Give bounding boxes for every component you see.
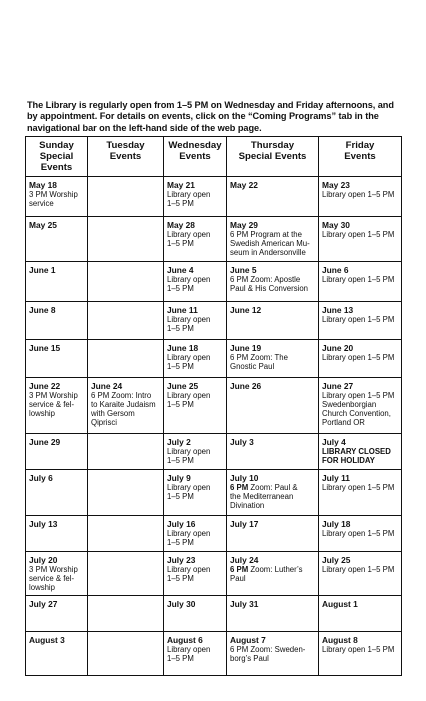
event-line: 6 PM Zoom: Sweden- xyxy=(230,644,306,654)
event-date: July 6 xyxy=(29,472,53,483)
event-line: 1–5 PM xyxy=(167,361,194,371)
event-date: May 25 xyxy=(29,219,57,230)
event-line: Library open 1–5 PM xyxy=(322,352,395,362)
table-cell-tuesday xyxy=(88,433,164,469)
table-cell-friday xyxy=(319,469,402,515)
table-cell-tuesday xyxy=(88,216,164,261)
event-line: 1–5 PM xyxy=(167,283,194,293)
column-header-line: Friday xyxy=(345,140,375,151)
table-cell-sunday xyxy=(26,261,88,301)
event-line: Library open xyxy=(167,564,211,574)
table-cell-friday xyxy=(319,301,402,339)
event-date: June 12 xyxy=(230,304,262,315)
table-cell-wednesday xyxy=(164,339,227,377)
column-header-line: Special Events xyxy=(238,151,307,163)
event-line: Qiprisci xyxy=(91,418,117,428)
table-cell-sunday xyxy=(26,469,88,515)
event-date: June 27 xyxy=(322,380,354,391)
event-date: June 6 xyxy=(322,264,349,275)
intro-paragraph xyxy=(27,100,405,134)
event-description: Zoom: Luther’s xyxy=(248,564,303,574)
table-cell-friday xyxy=(319,377,402,433)
event-date: June 25 xyxy=(167,380,199,391)
closure-notice-line: FOR HOLIDAY xyxy=(322,455,375,465)
event-date: July 23 xyxy=(167,554,196,565)
table-row xyxy=(26,433,402,469)
event-date: June 24 xyxy=(91,380,123,391)
event-date: July 27 xyxy=(29,598,58,609)
table-cell-tuesday xyxy=(88,551,164,595)
coming-programs-reference: “Coming Programs” xyxy=(248,111,336,122)
event-date: June 8 xyxy=(29,304,56,315)
event-date: June 4 xyxy=(167,264,194,275)
event-date: May 28 xyxy=(167,219,195,230)
event-date: May 22 xyxy=(230,179,258,190)
table-cell-wednesday xyxy=(164,551,227,595)
column-header-line: Events xyxy=(344,151,376,163)
table-cell-friday xyxy=(319,176,402,216)
table-cell-tuesday xyxy=(88,631,164,675)
table-cell-sunday xyxy=(26,631,88,675)
table-cell-wednesday xyxy=(164,301,227,339)
event-line: 1–5 PM xyxy=(167,399,194,409)
table-cell-thursday xyxy=(227,216,319,261)
table-cell-wednesday xyxy=(164,595,227,631)
event-line: Library open 1–5 PM xyxy=(322,229,395,239)
table-cell-wednesday xyxy=(164,469,227,515)
table-cell-friday xyxy=(319,339,402,377)
event-line: Library open 1–5 PM xyxy=(322,314,395,324)
event-line: 3 PM Worship xyxy=(29,564,78,574)
table-cell-wednesday xyxy=(164,377,227,433)
event-date: July 30 xyxy=(167,598,196,609)
event-line: service & fel- xyxy=(29,399,75,409)
event-line: Library open xyxy=(167,446,211,456)
event-line: 1–5 PM xyxy=(167,238,194,248)
table-cell-thursday xyxy=(227,339,319,377)
event-line: 3 PM Worship xyxy=(29,189,78,199)
table-cell-wednesday xyxy=(164,631,227,675)
table-cell-tuesday xyxy=(88,261,164,301)
event-line: Library open 1–5 PM xyxy=(322,274,395,284)
event-line: 1–5 PM xyxy=(167,653,194,663)
table-cell-thursday xyxy=(227,377,319,433)
table-cell-friday xyxy=(319,433,402,469)
event-date: June 19 xyxy=(230,342,262,353)
table-row xyxy=(26,261,402,301)
table-row xyxy=(26,515,402,551)
table-cell-thursday xyxy=(227,176,319,216)
event-date: July 25 xyxy=(322,554,351,565)
event-line: 6 PM Program at the xyxy=(230,229,302,239)
event-time: 6 PM xyxy=(230,564,249,574)
event-line: Library open 1–5 PM xyxy=(322,644,395,654)
event-date: May 21 xyxy=(167,179,195,190)
table-cell-thursday xyxy=(227,301,319,339)
table-cell-wednesday xyxy=(164,433,227,469)
table-cell-friday xyxy=(319,595,402,631)
event-line: Library open xyxy=(167,644,211,654)
event-line: Library open xyxy=(167,482,211,492)
event-line: 1–5 PM xyxy=(167,537,194,547)
table-row xyxy=(26,216,402,261)
event-date: June 26 xyxy=(230,380,262,391)
column-header-line: Events xyxy=(109,151,142,163)
event-line: Library open xyxy=(167,314,211,324)
event-date: July 16 xyxy=(167,518,196,529)
event-line: 6 PM Zoom: The xyxy=(230,352,288,362)
table-cell-thursday xyxy=(227,551,319,595)
table-cell-tuesday xyxy=(88,301,164,339)
table-cell-thursday xyxy=(227,515,319,551)
event-line: with Gersom xyxy=(91,409,135,419)
table-cell-sunday xyxy=(26,551,88,595)
event-date: May 23 xyxy=(322,179,350,190)
column-header-line: Wednesday xyxy=(168,140,222,151)
event-date: July 9 xyxy=(167,472,191,483)
table-cell-thursday xyxy=(227,261,319,301)
event-date: July 3 xyxy=(230,436,254,447)
event-line: the Mediterranean xyxy=(230,491,294,501)
event-line: 1–5 PM xyxy=(167,323,194,333)
column-header-line: Sunday xyxy=(39,140,74,151)
event-date: June 29 xyxy=(29,436,61,447)
event-line: Library open xyxy=(167,352,211,362)
event-date: July 31 xyxy=(230,598,259,609)
event-date: July 2 xyxy=(167,436,191,447)
event-line: Divination xyxy=(230,501,265,511)
event-date: July 17 xyxy=(230,518,259,529)
event-date: July 18 xyxy=(322,518,351,529)
table-row xyxy=(26,176,402,216)
table-cell-sunday xyxy=(26,301,88,339)
event-description: Zoom: Paul & xyxy=(248,482,298,492)
event-date: August 1 xyxy=(322,598,358,609)
table-row xyxy=(26,631,402,675)
event-line: lowship xyxy=(29,409,56,419)
table-row xyxy=(26,339,402,377)
event-line: Gnostic Paul xyxy=(230,361,275,371)
table-cell-tuesday xyxy=(88,595,164,631)
event-line: 3 PM Worship xyxy=(29,390,78,400)
column-header-line: Tuesday xyxy=(106,140,145,151)
event-line: borg’s Paul xyxy=(230,653,269,663)
table-cell-friday xyxy=(319,551,402,595)
event-line: Portland OR xyxy=(322,418,365,428)
event-date: June 20 xyxy=(322,342,354,353)
closure-notice-line: LIBRARY CLOSED xyxy=(322,446,391,456)
table-cell-tuesday xyxy=(88,515,164,551)
event-date: July 13 xyxy=(29,518,58,529)
event-time: 6 PM xyxy=(230,482,249,492)
event-date: June 5 xyxy=(230,264,257,275)
schedule-body xyxy=(26,176,402,675)
column-header-friday-events xyxy=(319,137,402,177)
event-date: June 1 xyxy=(29,264,56,275)
column-header-tuesday-events xyxy=(88,137,164,177)
event-line: 1–5 PM xyxy=(167,198,194,208)
event-line: Church Convention, xyxy=(322,409,391,419)
event-line: seum in Andersonville xyxy=(230,248,306,258)
column-header-line: Events xyxy=(179,151,211,163)
event-line: Library open 1–5 PM xyxy=(322,564,395,574)
table-cell-friday xyxy=(319,261,402,301)
event-line: Library open xyxy=(167,274,211,284)
table-cell-thursday xyxy=(227,469,319,515)
table-cell-friday xyxy=(319,515,402,551)
table-row xyxy=(26,469,402,515)
event-line: service & fel- xyxy=(29,573,75,583)
table-cell-sunday xyxy=(26,515,88,551)
event-date: August 6 xyxy=(167,634,203,645)
table-cell-thursday xyxy=(227,595,319,631)
table-cell-wednesday xyxy=(164,216,227,261)
event-line: Library open 1–5 PM xyxy=(322,528,395,538)
table-row xyxy=(26,551,402,595)
event-line: Library open 1–5 PM xyxy=(322,482,395,492)
event-line: Library open xyxy=(167,229,211,239)
table-cell-tuesday xyxy=(88,176,164,216)
events-schedule-table xyxy=(25,136,402,676)
table-row xyxy=(26,377,402,433)
event-line xyxy=(230,483,316,492)
intro-text-end: tab in the navigational bar on the left-hand side of the web page. xyxy=(27,111,379,133)
event-date: August 8 xyxy=(322,634,358,645)
event-date: May 18 xyxy=(29,179,57,190)
table-cell-wednesday xyxy=(164,515,227,551)
event-line: Swedenborgian xyxy=(322,399,377,409)
table-cell-thursday xyxy=(227,433,319,469)
table-cell-tuesday xyxy=(88,377,164,433)
event-line: Paul xyxy=(230,573,246,583)
event-date: May 29 xyxy=(230,219,258,230)
event-line: 1–5 PM xyxy=(167,573,194,583)
table-cell-sunday xyxy=(26,595,88,631)
event-line: Library open xyxy=(167,528,211,538)
column-header-thursday-special-events xyxy=(227,137,319,177)
event-date: July 24 xyxy=(230,554,259,565)
table-cell-sunday xyxy=(26,176,88,216)
event-line: 6 PM Zoom: Apostle xyxy=(230,274,301,284)
intro-text-start: The Library is regularly open from 1–5 PM on Wednesday and Friday afternoons, and by appointment. For details on events, click on the xyxy=(27,100,394,122)
column-header-sunday-special-events xyxy=(26,137,88,177)
table-cell-tuesday xyxy=(88,339,164,377)
event-date: August 3 xyxy=(29,634,65,645)
event-date: May 30 xyxy=(322,219,350,230)
event-date: June 15 xyxy=(29,342,61,353)
event-date: July 4 xyxy=(322,436,346,447)
event-line: Library open 1–5 PM xyxy=(322,189,395,199)
event-date: June 18 xyxy=(167,342,199,353)
table-cell-wednesday xyxy=(164,176,227,216)
table-cell-tuesday xyxy=(88,469,164,515)
header-row xyxy=(26,137,402,177)
event-line: 6 PM Zoom: Intro xyxy=(91,390,152,400)
table-cell-sunday xyxy=(26,433,88,469)
event-date: June 22 xyxy=(29,380,61,391)
table-cell-sunday xyxy=(26,216,88,261)
event-date: June 11 xyxy=(167,304,198,315)
table-cell-sunday xyxy=(26,339,88,377)
event-date: August 7 xyxy=(230,634,266,645)
event-line: Swedish American Mu- xyxy=(230,238,310,248)
event-line: service xyxy=(29,198,54,208)
event-line xyxy=(230,565,316,574)
event-line: Library open xyxy=(167,390,211,400)
event-line: 1–5 PM xyxy=(167,455,194,465)
event-line: 1–5 PM xyxy=(167,491,194,501)
table-cell-friday xyxy=(319,631,402,675)
column-header-line: Thursday xyxy=(250,140,295,151)
column-header-line: Events xyxy=(40,162,73,174)
table-row xyxy=(26,301,402,339)
event-line: Library open 1–5 PM xyxy=(322,390,395,400)
table-row xyxy=(26,595,402,631)
table-cell-sunday xyxy=(26,377,88,433)
event-line: Paul & His Conversion xyxy=(230,283,309,293)
event-line: lowship xyxy=(29,583,56,593)
event-line: Library open xyxy=(167,189,211,199)
table-cell-friday xyxy=(319,216,402,261)
event-date: June 13 xyxy=(322,304,354,315)
table-cell-thursday xyxy=(227,631,319,675)
column-header-line: Special xyxy=(39,151,74,163)
event-date: July 10 xyxy=(230,472,259,483)
event-line: to Karaite Judaism xyxy=(91,399,156,409)
column-header-wednesday-events xyxy=(164,137,227,177)
table-cell-wednesday xyxy=(164,261,227,301)
event-date: July 11 xyxy=(322,472,350,483)
event-date: July 20 xyxy=(29,554,58,565)
